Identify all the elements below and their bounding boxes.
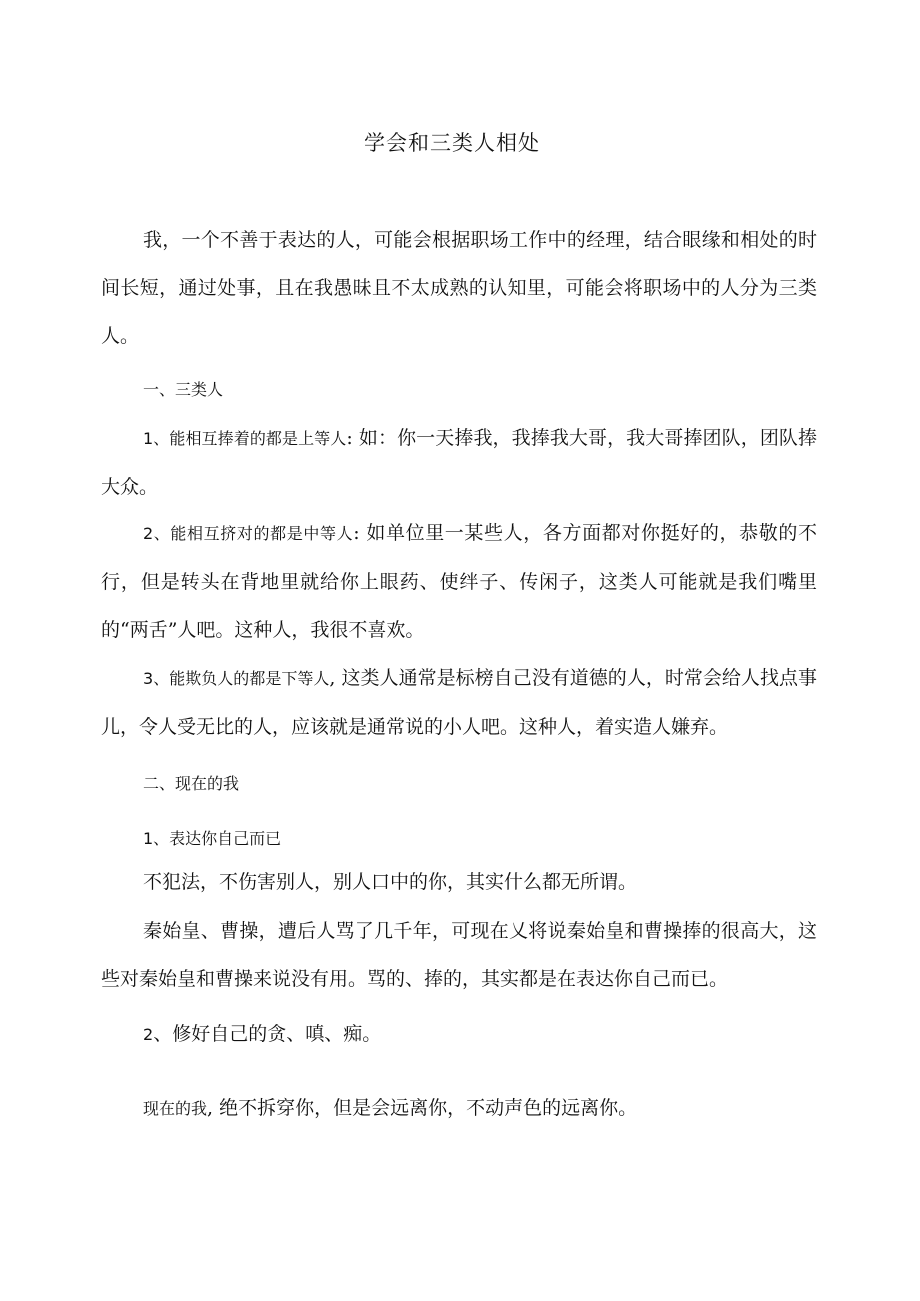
type-item-2-lead: 2、能相互挤对的都是中等人: [143, 524, 354, 543]
cultivate-self-text: 、修好自己的贪、嗔、痴。: [153, 1023, 382, 1045]
section-heading-current-me: 二、现在的我: [143, 774, 240, 793]
type-item-3-text: , 这类人通常是标榜自己没有道德的人，时常会给人找点事儿，令人受无比的人，应该就是通常说的小人吧。这种人，着实造人嫌弃。: [101, 667, 817, 738]
closing-text: , 绝不拆穿你，但是会远离你，不动声色的远离你。: [207, 1097, 638, 1119]
closing-line: [143, 1093, 637, 1124]
type-item-1-lead: 1、能相互捧着的都是上等人: [143, 429, 347, 448]
type-item-1-text: : 如：你一天捧我，我捧我大哥，我大哥捧团队，团队捧大众。: [101, 427, 817, 498]
type-item-2-text: : 如单位里一某些人，各方面都对你挺好的，恭敬的不行，但是转头在背地里就给你上眼药、使绊子、传闲子，这类人可能就是我们嘴里的“两舌”人吧。这种人，我很不喜欢。: [101, 522, 817, 641]
cultivate-self-number: 2: [143, 1025, 154, 1044]
type-item-3: [101, 654, 817, 751]
document-title: 学会和三类人相处: [364, 131, 540, 155]
type-item-1: [101, 414, 817, 511]
sub-heading-express-yourself: 1、表达你自己而已: [143, 829, 282, 848]
closing-lead: 现在的我: [143, 1099, 208, 1118]
intro-paragraph: 我，一个不善于表达的人，可能会根据职场工作中的经理，结合眼缘和相处的时间长短，通过处事，且在我愚昧且不太成熟的认知里，可能会将职场中的人分为三类人。: [101, 229, 817, 347]
section-heading-three-types: 一、三类人: [143, 380, 224, 399]
express-line-1: 不犯法，不伤害别人，别人口中的你，其实什么都无所谓。: [143, 871, 638, 893]
sub-heading-cultivate-self: [143, 1019, 381, 1050]
express-paragraph-2: 秦始皇、曹操，遭后人骂了几千年，可现在乂将说秦始皇和曹操捧的很高大，这些对秦始皇和曹操来说没有用。骂的、捧的，其实都是在表达你自己而已。: [101, 920, 817, 990]
type-item-3-lead: 3、能欺负人的都是下等人: [143, 669, 330, 688]
type-item-2: [101, 509, 817, 654]
